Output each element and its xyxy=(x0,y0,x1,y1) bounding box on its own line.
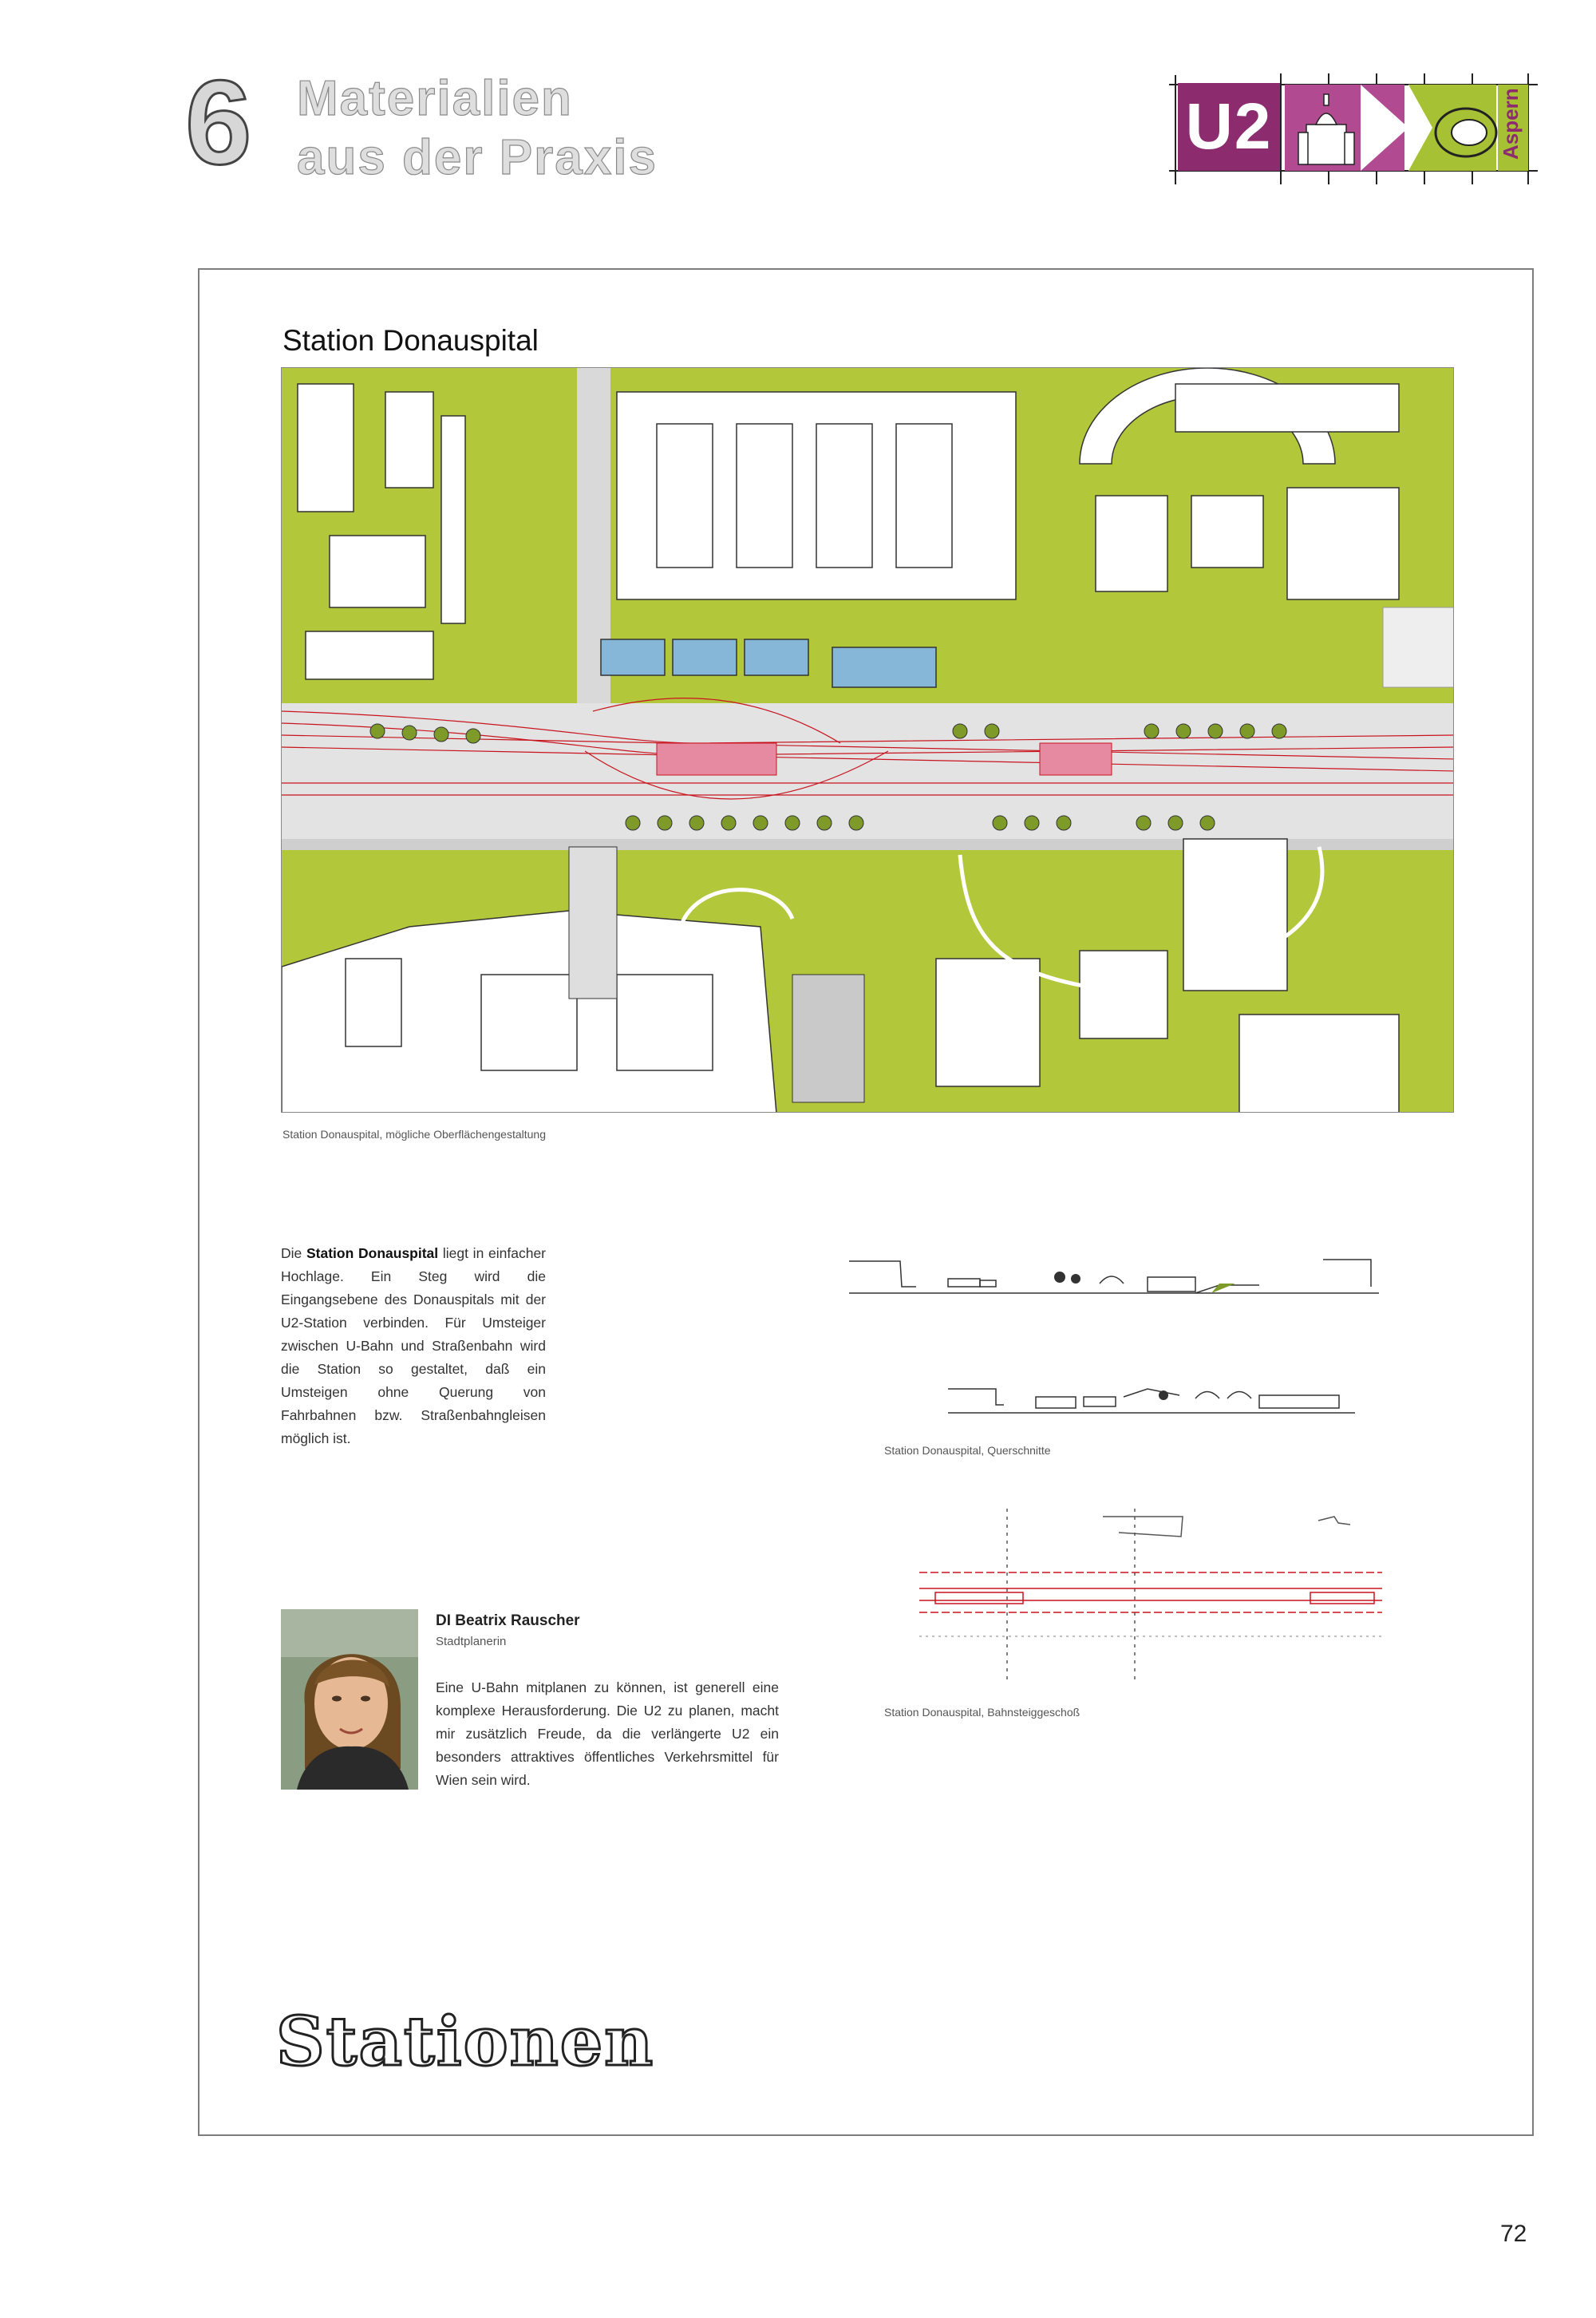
station-site-plan xyxy=(281,367,1454,1113)
description-before: Die xyxy=(281,1245,306,1261)
person-quote: Eine U-Bahn mitplanen zu können, ist generell eine komplexe Herausforderung. Die U2 zu planen, macht mir zusätzlich Freude, da die verlängerte U2 ein besonders attraktives öffentliches Verkehrsmittel für Wien sein wird. xyxy=(436,1679,779,1788)
section-title: Station Donauspital xyxy=(282,324,539,357)
person-name: DI Beatrix Rauscher xyxy=(436,1612,580,1629)
map-caption: Station Donauspital, mögliche Oberflächengestaltung xyxy=(282,1128,546,1141)
platform-level-plan xyxy=(919,1501,1382,1692)
station-description xyxy=(281,1242,546,1450)
portrait-photo xyxy=(281,1609,418,1790)
cross-section-caption: Station Donauspital, Querschnitte xyxy=(884,1444,1051,1457)
destination-label: Aspern xyxy=(1499,88,1523,160)
chapter-title-line-1: Materialien xyxy=(297,71,573,126)
description-after: liegt in einfacher Hochlage. Ein Steg wird die Eingangsebene des Donauspitals mit der U2-Station verbinden. Für Umsteiger zwischen U-Bahn und Straßenbahn wird die Station so gestaltet, daß ein Umsteigen ohne Querung von Fahrbahnen bzw. Straßenbahngleisen möglich ist. xyxy=(281,1245,547,1446)
stations-heading: Stationen xyxy=(276,2002,655,2081)
description-bold: Station Donauspital xyxy=(306,1245,439,1261)
line-badge: U2 xyxy=(1178,83,1280,171)
page-number: 72 xyxy=(1500,2221,1527,2247)
platform-caption: Station Donauspital, Bahnsteiggeschoß xyxy=(884,1706,1080,1719)
chapter-number: 6 xyxy=(185,55,252,189)
person-role: Stadtplanerin xyxy=(436,1635,507,1648)
site-plan-drawing xyxy=(282,368,1454,1113)
chapter-title-line-2: aus der Praxis xyxy=(297,130,658,185)
cross-section-drawings xyxy=(844,1245,1379,1429)
